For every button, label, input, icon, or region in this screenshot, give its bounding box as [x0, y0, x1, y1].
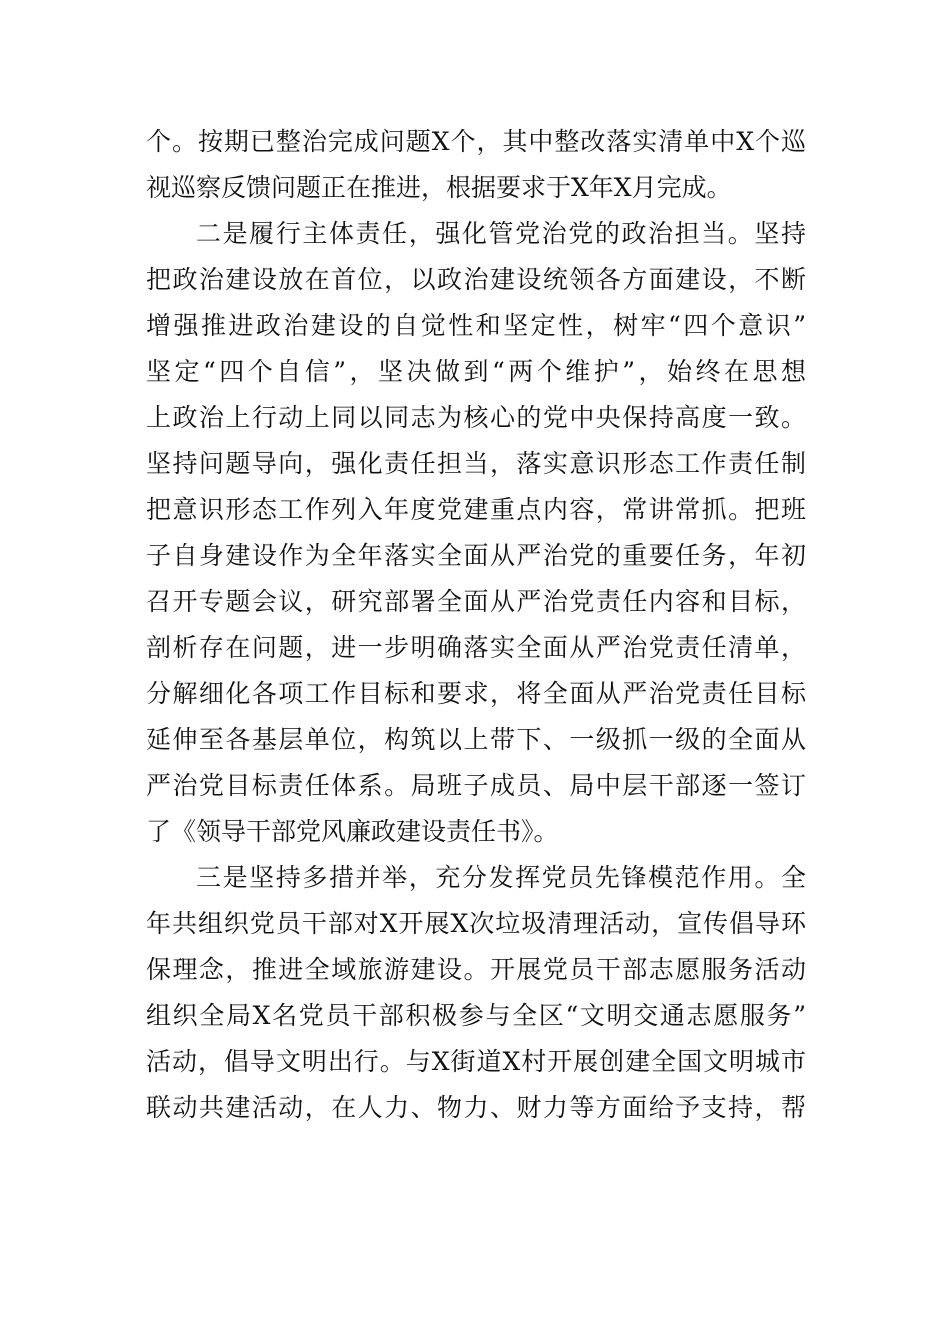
text-line: 了《领导干部党风廉政建设责任书》。 — [146, 817, 559, 846]
text-line: 把意识形态工作列入年度党建重点内容，常讲常抓。把班 — [146, 495, 806, 524]
text-line: 分解细化各项工作目标和要求，将全面从严治党责任目标 — [146, 679, 806, 708]
text-line: 剖析存在问题，进一步明确落实全面从严治党责任清单， — [146, 633, 806, 662]
text-line: 坚持问题导向，强化责任担当，落实意识形态工作责任制 — [146, 449, 806, 478]
text-line: 增强推进政治建设的自觉性和坚定性，树牢“四个意识” — [146, 311, 806, 340]
text-line: 组织全局X名党员干部积极参与全区“文明交通志愿服务” — [146, 1001, 806, 1030]
text-line: 活动，倡导文明出行。与X街道X村开展创建全国文明城市 — [146, 1047, 806, 1076]
text-line: 把政治建设放在首位，以政治建设统领各方面建设，不断 — [146, 265, 806, 294]
text-line: 联动共建活动，在人力、物力、财力等方面给予支持，帮 — [146, 1093, 806, 1122]
text-line: 保理念，推进全域旅游建设。开展党员干部志愿服务活动 — [146, 955, 806, 984]
body-text — [146, 119, 806, 1131]
paragraph-start-line: 三是坚持多措并举，充分发挥党员先锋模范作用。全 — [196, 863, 806, 892]
text-line: 年共组织党员干部对X开展X次垃圾清理活动，宣传倡导环 — [146, 909, 806, 938]
text-line: 子自身建设作为全年落实全面从严治党的重要任务，年初 — [146, 541, 806, 570]
text-line: 视巡察反馈问题正在推进，根据要求于X年X月完成。 — [146, 173, 732, 202]
text-line: 坚定“四个自信”，坚决做到“两个维护”，始终在思想 — [146, 357, 806, 386]
text-line: 个。按期已整治完成问题X个，其中整改落实清单中X个巡 — [146, 127, 806, 156]
text-line: 上政治上行动上同以同志为核心的党中央保持高度一致。 — [146, 403, 806, 432]
paragraph-start-line: 二是履行主体责任，强化管党治党的政治担当。坚持 — [196, 219, 806, 248]
text-line: 召开专题会议，研究部署全面从严治党责任内容和目标， — [146, 587, 806, 616]
text-line: 严治党目标责任体系。局班子成员、局中层干部逐一签订 — [146, 771, 806, 800]
text-line: 延伸至各基层单位，构筑以上带下、一级抓一级的全面从 — [146, 725, 806, 754]
